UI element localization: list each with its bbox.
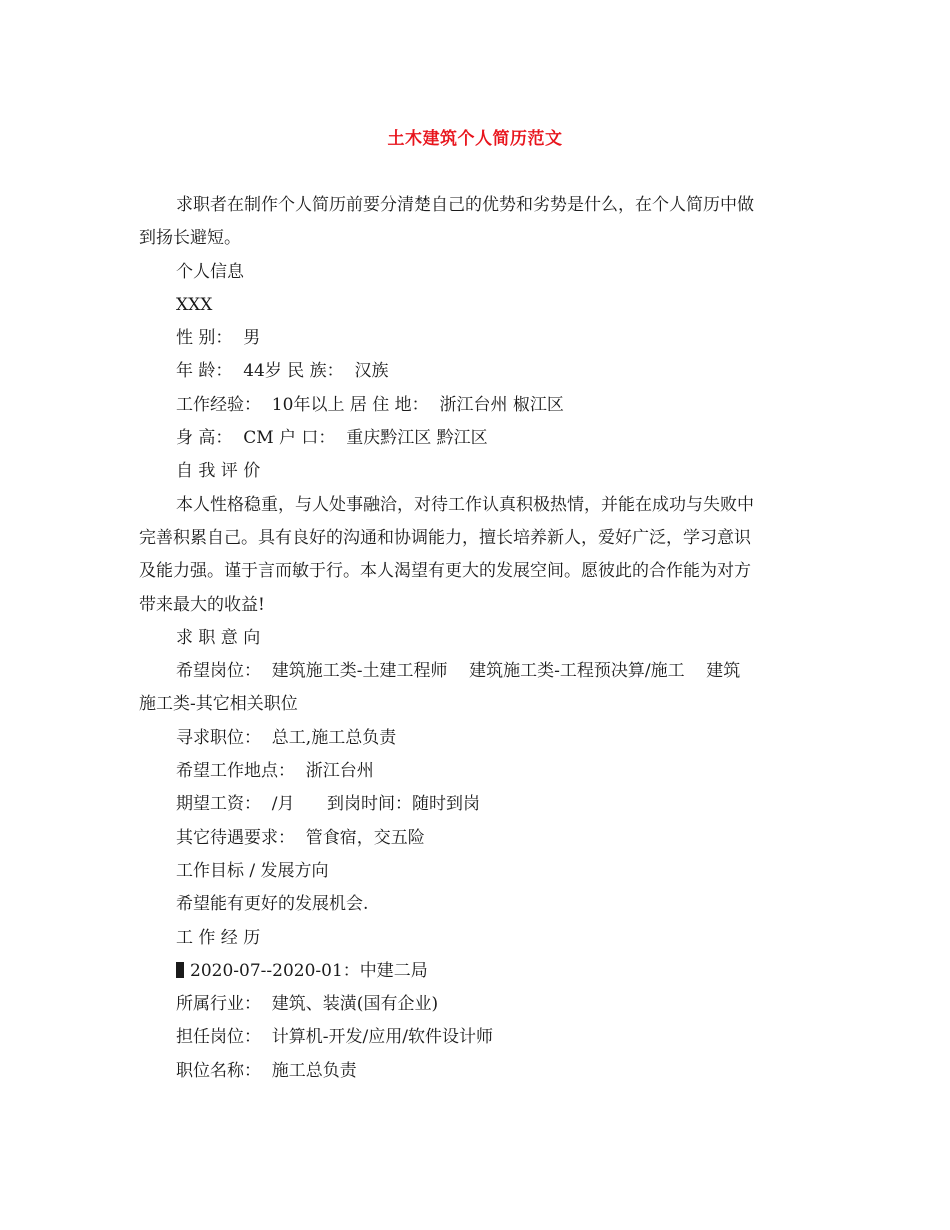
- work-role: 担任岗位： 计算机-开发/应用/软件设计师: [176, 1027, 494, 1048]
- work-goal-text: 希望能有更好的发展机会.: [176, 894, 369, 915]
- desired-positions-line-2: 施工类-其它相关职位: [139, 694, 298, 715]
- job-intent-heading: 求 职 意 向: [176, 627, 261, 648]
- other-benefits: 其它待遇要求： 管食宿，交五险: [176, 827, 425, 848]
- sought-position: 寻求职位： 总工,施工总负责: [176, 727, 397, 748]
- work-industry: 所属行业： 建筑、装潢(国有企业): [176, 994, 439, 1015]
- document-title: 土木建筑个人简历范文: [387, 129, 563, 149]
- personal-age-ethnicity: 年 龄： 44岁 民 族： 汉族: [176, 361, 389, 382]
- self-eval-line-2: 完善积累自己。具有良好的沟通和协调能力，擅长培养新人，爱好广泛，学习意识: [139, 527, 751, 548]
- self-eval-line-3: 及能力强。谨于言而敏于行。本人渴望有更大的发展空间。愿彼此的合作能为对方: [139, 561, 751, 582]
- personal-info-heading: 个人信息: [176, 261, 244, 282]
- intro-line-2: 到扬长避短。: [139, 228, 241, 249]
- intro-line-1: 求职者在制作个人简历前要分清楚自己的优势和劣势是什么，在个人简历中做: [176, 195, 754, 215]
- work-period: 2020-07--2020-01：中建二局: [190, 960, 428, 981]
- personal-experience-residence: 工作经验： 10年以上 居 住 地： 浙江台州 椒江区: [176, 394, 564, 415]
- self-eval-line-1: 本人性格稳重，与人处事融洽，对待工作认真积极热情，并能在成功与失败中: [176, 494, 754, 515]
- desired-location: 希望工作地点： 浙江台州: [176, 761, 374, 782]
- personal-gender: 性 别： 男: [176, 328, 261, 349]
- personal-name: XXX: [176, 294, 213, 315]
- work-history-heading: 工 作 经 历: [176, 927, 261, 948]
- personal-height-hukou: 身 高： CM 户 口： 重庆黔江区 黔江区: [176, 428, 488, 449]
- desired-positions-line-1: 希望岗位： 建筑施工类-土建工程师 建筑施工类-工程预决算/施工 建筑: [176, 661, 741, 682]
- bullet-square-icon: [176, 962, 184, 978]
- expected-salary: 期望工资： /月 到岗时间：随时到岗: [176, 794, 480, 815]
- work-goal-heading: 工作目标 / 发展方向: [176, 860, 329, 881]
- self-eval-line-4: 带来最大的收益!: [139, 594, 265, 615]
- work-period-row: [139, 955, 811, 988]
- work-title: 职位名称： 施工总负责: [176, 1060, 357, 1081]
- document-body: [139, 189, 811, 1088]
- self-eval-heading: 自 我 评 价: [176, 461, 261, 482]
